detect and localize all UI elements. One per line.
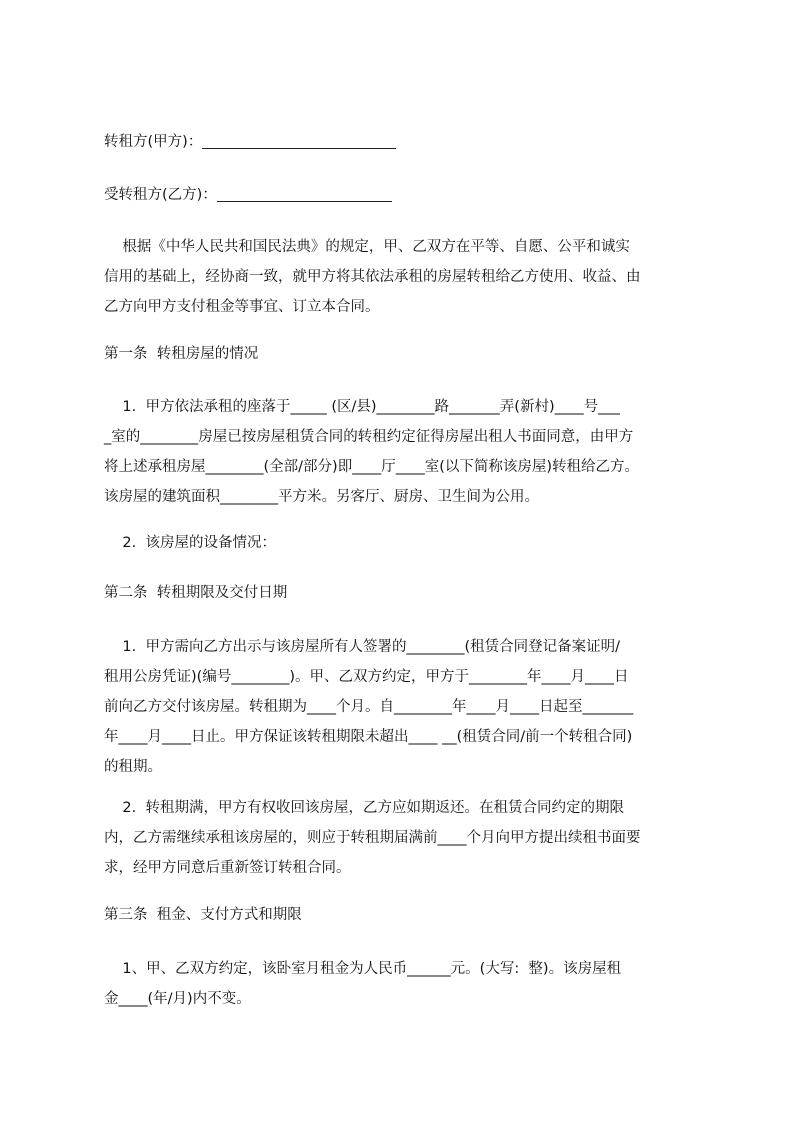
article2-item1-line: 前向乙方交付该房屋。转租期为____个月。自________年____月____日起至_______ bbox=[104, 699, 634, 715]
article2-item2-line: 求，经甲方同意后重新签订转租合同。 bbox=[104, 860, 351, 876]
party-a-label: 转租方(甲方)： bbox=[104, 134, 203, 150]
article1-item1-line: 该房屋的建筑面积________平方米。另客厅、厨房、卫生间为公用。 bbox=[104, 489, 539, 505]
article2-item2 bbox=[104, 793, 724, 883]
article2-item1-line: 年____月____日止。甲方保证该转租期限未超出____ __(租赁合同/前一个转租合同) bbox=[104, 729, 633, 745]
article1-heading bbox=[104, 339, 724, 369]
article1-item1-line: 将上述承租房屋________(全部/部分)即____厅____室(以下简称该房屋)转租给乙方。 bbox=[104, 459, 640, 475]
party-b-label: 受转租方(乙方)： bbox=[104, 187, 217, 203]
article3-heading bbox=[104, 900, 724, 930]
article1-item1 bbox=[104, 392, 724, 512]
article1-item2-text: 2. 该房屋的设备情况： bbox=[104, 535, 276, 551]
party-a-line bbox=[104, 127, 724, 157]
article3-item1-line: 金____(年/月)内不变。 bbox=[104, 991, 251, 1007]
party-b-blank bbox=[217, 185, 392, 202]
article1-item2 bbox=[104, 528, 724, 558]
article2-item1-line: 1. 甲方需向乙方出示与该房屋所有人签署的________(租赁合同登记备案证明/ bbox=[104, 639, 621, 655]
article3-item1 bbox=[104, 954, 724, 1014]
preamble-paragraph bbox=[104, 232, 724, 322]
article2-item2-line: 内，乙方需继续承租该房屋的，则应于转租期届满前____个月向甲方提出续租书面要 bbox=[104, 830, 641, 846]
preamble-line: 信用的基础上，经协商一致，就甲方将其依法承租的房屋转租给乙方使用、收益、由 bbox=[104, 269, 641, 285]
article2-item1-line: 的租期。 bbox=[104, 759, 162, 775]
article2-heading-text: 第二条 转租期限及交付日期 bbox=[104, 585, 288, 601]
article2-item2-line: 2. 转租期满，甲方有权收回该房屋，乙方应如期返还。在租赁合同约定的期限 bbox=[104, 800, 624, 816]
article2-heading bbox=[104, 578, 724, 608]
preamble-line: 乙方向甲方支付租金等事宜、订立本合同。 bbox=[104, 299, 380, 315]
article1-item1-line: 1. 甲方依法承租的座落于_____ (区/县)________路_______弄(新村)____号___ bbox=[104, 399, 620, 415]
article3-item1-line: 1、甲、乙双方约定，该卧室月租金为人民币______元。(大写: 整)。该房屋租 bbox=[104, 961, 622, 977]
party-a-blank bbox=[202, 132, 396, 149]
article3-heading-text: 第三条 租金、支付方式和期限 bbox=[104, 907, 302, 923]
article1-item1-line: _室的________房屋已按房屋租赁合同的转租约定征得房屋出租人书面同意，由甲方 bbox=[104, 429, 634, 445]
article1-heading-text: 第一条 转租房屋的情况 bbox=[104, 346, 259, 362]
article2-item1 bbox=[104, 632, 724, 782]
article2-item1-line: 租用公房凭证)(编号________)。甲、乙双方约定，甲方于________年____月____日 bbox=[104, 669, 629, 685]
preamble-line: 根据《中华人民共和国民法典》的规定，甲、乙双方在平等、自愿、公平和诚实 bbox=[104, 239, 630, 255]
party-b-line bbox=[104, 180, 724, 210]
